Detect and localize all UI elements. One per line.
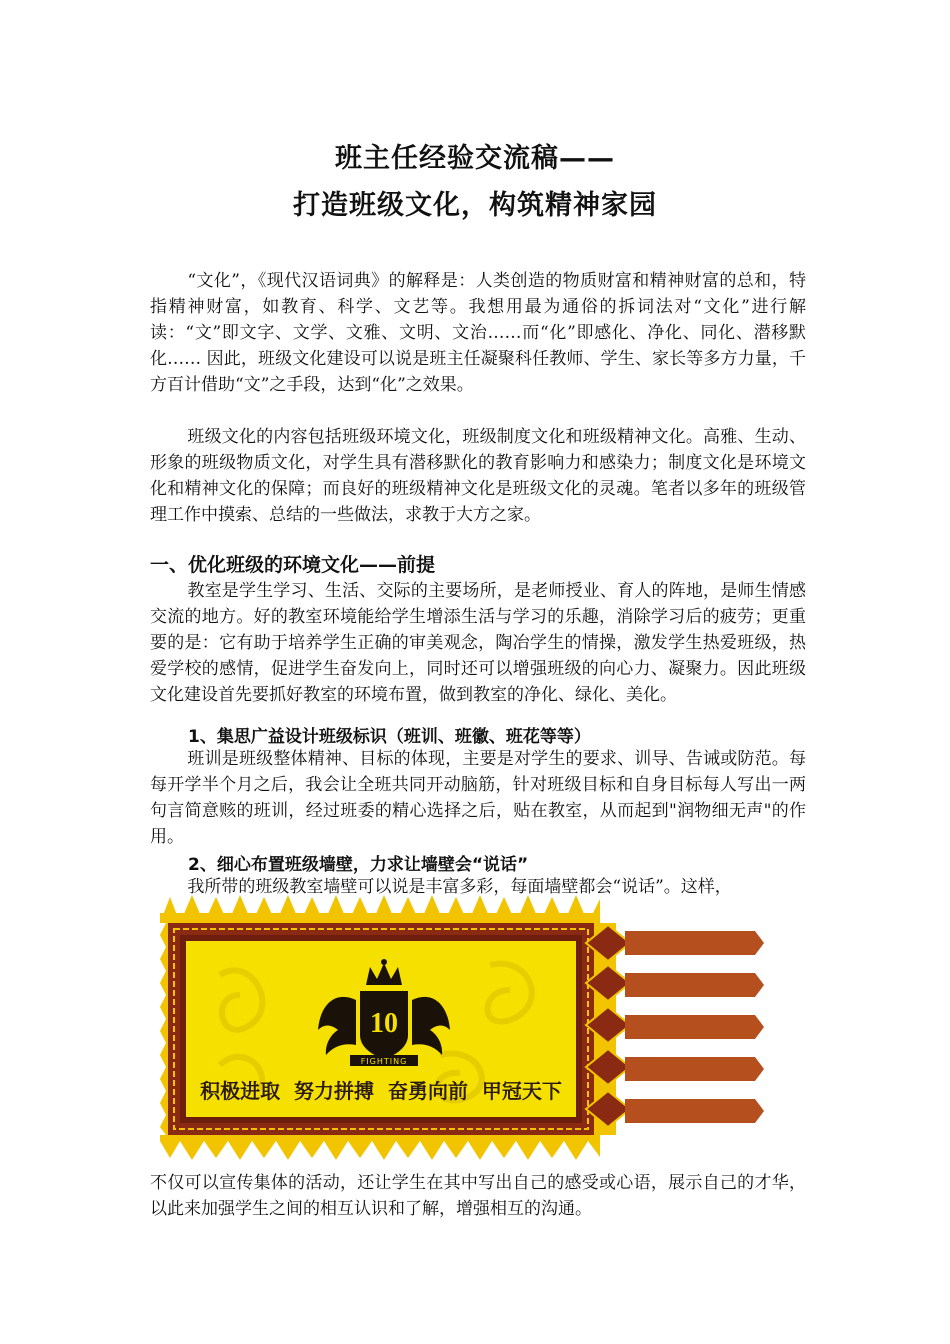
banner-slogan: 积极进取 努力拼搏 奋勇向前 甲冠天下 <box>200 1079 562 1103</box>
flame-edge-bottom <box>160 1135 600 1160</box>
intro-paragraph-1: “文化”，《现代汉语词典》的解释是：人类创造的物质财富和精神财富的总和，特指精神财富，如教育、科学、文艺等。我想用最为通俗的拆词法对“文化”进行解读：“文”即文字、文学、文雅、文明、文治……而“化”即感化、净化、同化、潜移默化…… 因此，班级文化建设可以说是班主任凝聚科任教师、学生、家长等多方力量，千方百计借助“文”之手段，达到“化”之效果。 <box>150 271 806 395</box>
title-line-1: 班主任经验交流稿—— <box>335 143 615 174</box>
after-image-paragraph: 不仅可以宣传集体的活动，还让学生在其中写出自己的感受或心语，展示自己的才华，以此来加强学生之间的相互认识和了解，增强相互的沟通。 <box>150 1173 806 1219</box>
banner-tassels <box>625 931 764 1123</box>
flame-edge-top <box>160 895 600 923</box>
class-banner-image <box>160 895 774 1160</box>
emblem-ribbon: FIGHTING <box>360 1057 408 1066</box>
subsection-1-heading: 1、集思广益设计班级标识（班训、班徽、班花等等） <box>188 727 591 747</box>
subsection-2-body: 我所带的班级教室墙壁可以说是丰富多彩，每面墙壁都会“说话”。这样， <box>187 877 732 897</box>
intro-paragraph-2: 班级文化的内容包括班级环境文化，班级制度文化和班级精神文化。高雅、生动、形象的班级物质文化，对学生具有潜移默化的教育影响力和感染力；制度文化是环境文化和精神文化的保障；而良好的班级精神文化是班级文化的灵魂。笔者以多年的班级管理工作中摸索、总结的一些做法，求教于大方之家。 <box>150 427 806 525</box>
subsection-2-heading: 2、细心布置班级墙壁，力求让墙壁会“说话” <box>188 855 529 875</box>
title-line-2: 打造班级文化，构筑精神家园 <box>293 190 657 221</box>
section-1-body: 教室是学生学习、生活、交际的主要场所，是老师授业、育人的阵地，是师生情感交流的地方。好的教室环境能给学生增添生活与学习的乐趣，消除学习后的疲劳；更重要的是：它有助于培养学生正确的审美观念，陶冶学生的情操，激发学生热爱班级，热爱学校的感情，促进学生奋发向上，同时还可以增强班级的向心力、凝聚力。因此班级文化建设首先要抓好教室的环境布置，做到教室的净化、绿化、美化。 <box>150 581 806 705</box>
emblem-number: 10 <box>370 1008 398 1039</box>
subsection-1-body: 班训是班级整体精神、目标的体现，主要是对学生的要求、训导、告诫或防范。每每开学半个月之后，我会让全班共同开动脑筋，针对班级目标和自身目标每人写出一两句言简意赅的班训，经过班委的精心选择之后，贴在教室，从而起到"润物细无声"的作用。 <box>150 749 806 847</box>
section-1-heading: 一、优化班级的环境文化——前提 <box>150 554 436 576</box>
